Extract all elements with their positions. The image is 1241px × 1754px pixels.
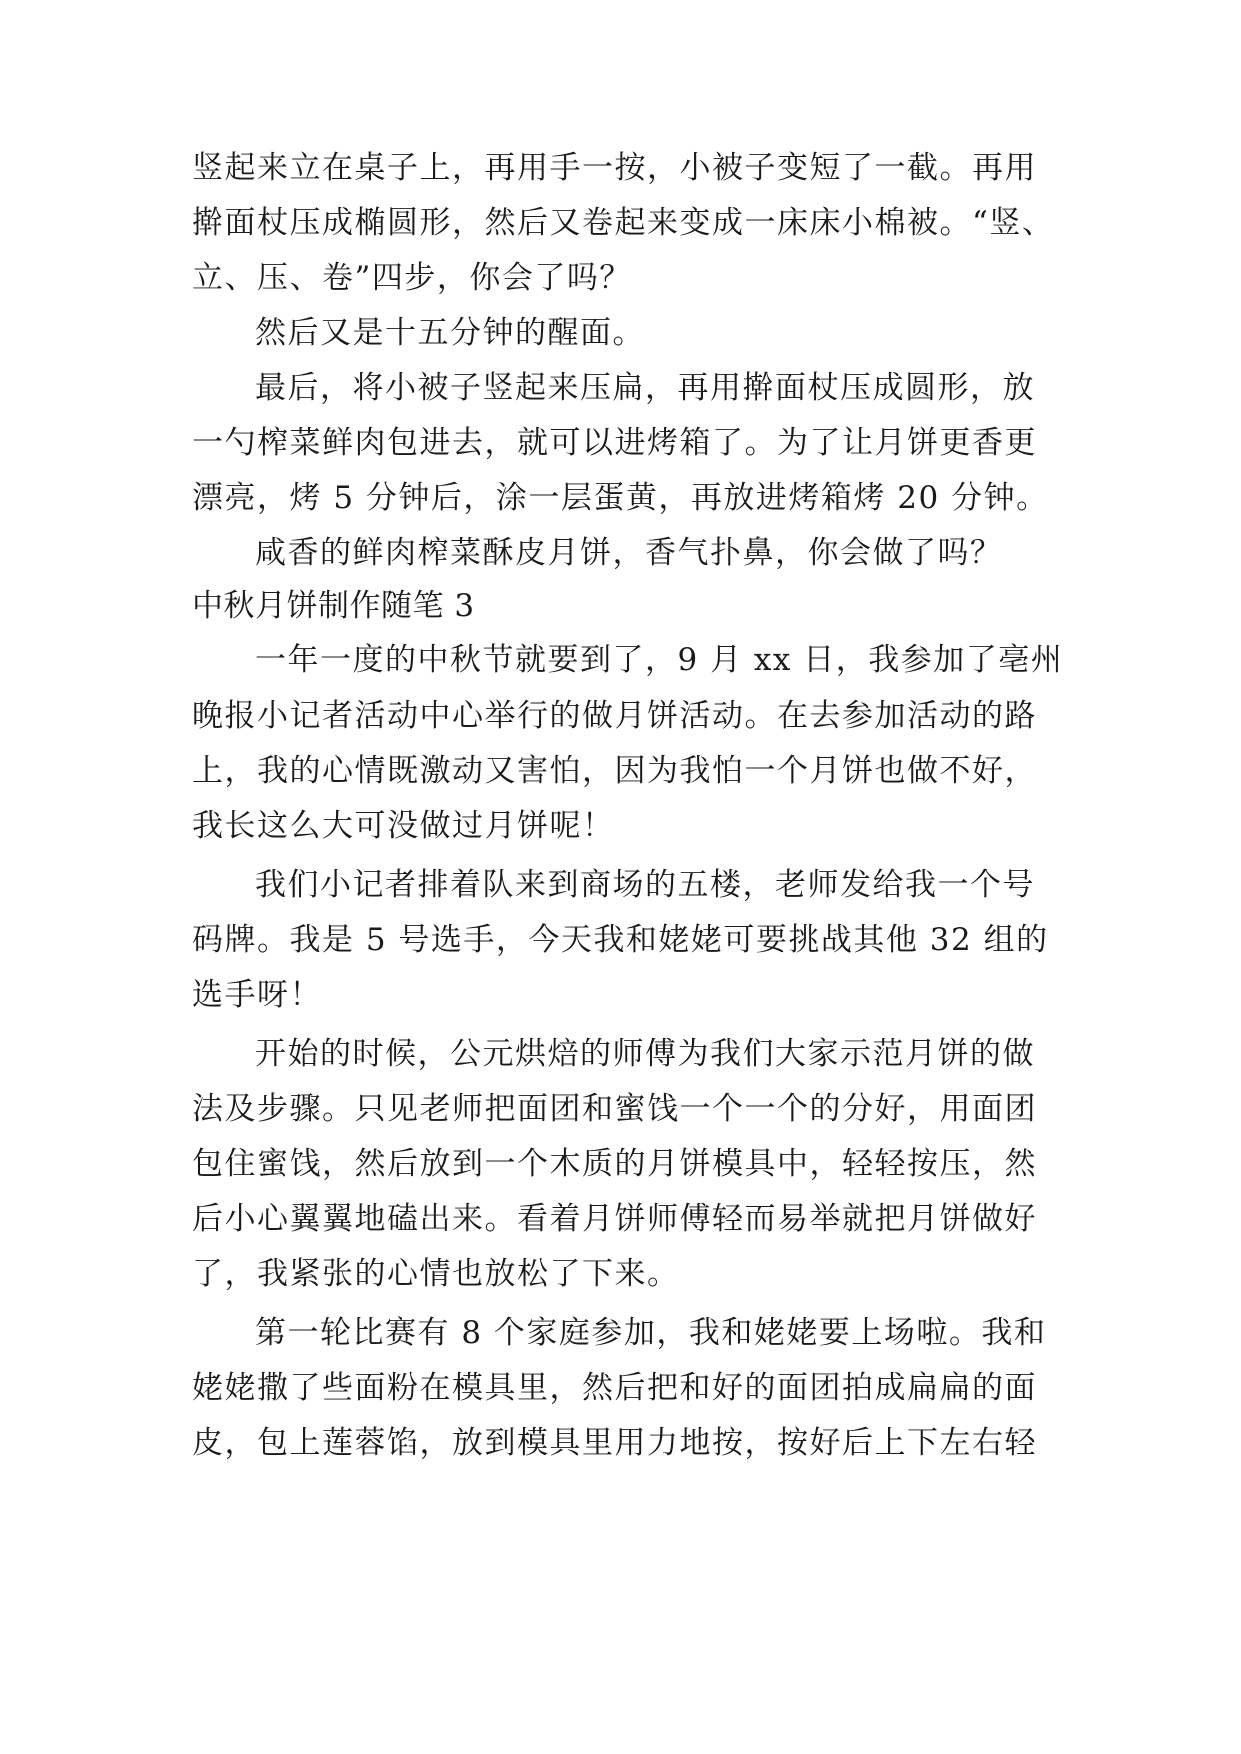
paragraph-start: 咸香的鲜肉榨菜酥皮月饼，香气扑鼻，你会做了吗？	[255, 535, 1003, 571]
paragraph-start: 开始的时候，公元烘焙的师傅为我们大家示范月饼的做	[255, 1036, 1035, 1072]
paragraph-start: 最后，将小被子竖起来压扁，再用擀面杖压成圆形，放	[255, 370, 1035, 406]
text-line: 晚报小记者活动中心举行的做月饼活动。在去参加活动的路	[192, 698, 1037, 734]
text-line: 包住蜜饯，然后放到一个木质的月饼模具中，轻轻按压，然	[192, 1146, 1037, 1182]
text-line: 竖起来立在桌子上，再用手一按，小被子变短了一截。再用	[192, 150, 1037, 186]
text-line: 擀面杖压成椭圆形，然后又卷起来变成一床床小棉被。“竖、	[192, 205, 1055, 241]
text-line: 码牌。我是 5 号选手，今天我和姥姥可要挑战其他 32 组的	[192, 922, 1049, 958]
paragraph-start: 一年一度的中秋节就要到了，9 月 xx 日，我参加了亳州	[255, 642, 1064, 678]
text-line: 姥姥撒了些面粉在模具里，然后把和好的面团拍成扁扁的面	[192, 1370, 1037, 1406]
paragraph-start: 我们小记者排着队来到商场的五楼，老师发给我一个号	[255, 867, 1035, 903]
text-line: 选手呀！	[192, 977, 322, 1013]
text-line: 上，我的心情既激动又害怕，因为我怕一个月饼也做不好，	[192, 753, 1037, 789]
text-line: 立、压、卷”四步，你会了吗？	[192, 260, 632, 296]
text-line: 法及步骤。只见老师把面团和蜜饯一个一个的分好，用面团	[192, 1091, 1037, 1127]
text-line: 了，我紧张的心情也放松了下来。	[192, 1256, 680, 1292]
text-line: 后小心翼翼地磕出来。看着月饼师傅轻而易举就把月饼做好	[192, 1201, 1037, 1237]
text-line: 我长这么大可没做过月饼呢！	[192, 808, 615, 844]
text-line: 漂亮，烤 5 分钟后，涂一层蛋黄，再放进烤箱烤 20 分钟。	[192, 480, 1049, 516]
text-line: 皮，包上莲蓉馅，放到模具里用力地按，按好后上下左右轻	[192, 1425, 1037, 1461]
paragraph-start: 然后又是十五分钟的醒面。	[255, 315, 645, 351]
text-line: 一勺榨菜鲜肉包进去，就可以进烤箱了。为了让月饼更香更	[192, 425, 1037, 461]
paragraph-start: 第一轮比赛有 8 个家庭参加，我和姥姥要上场啦。我和	[255, 1315, 1047, 1351]
section-heading: 中秋月饼制作随笔 3	[192, 588, 475, 624]
